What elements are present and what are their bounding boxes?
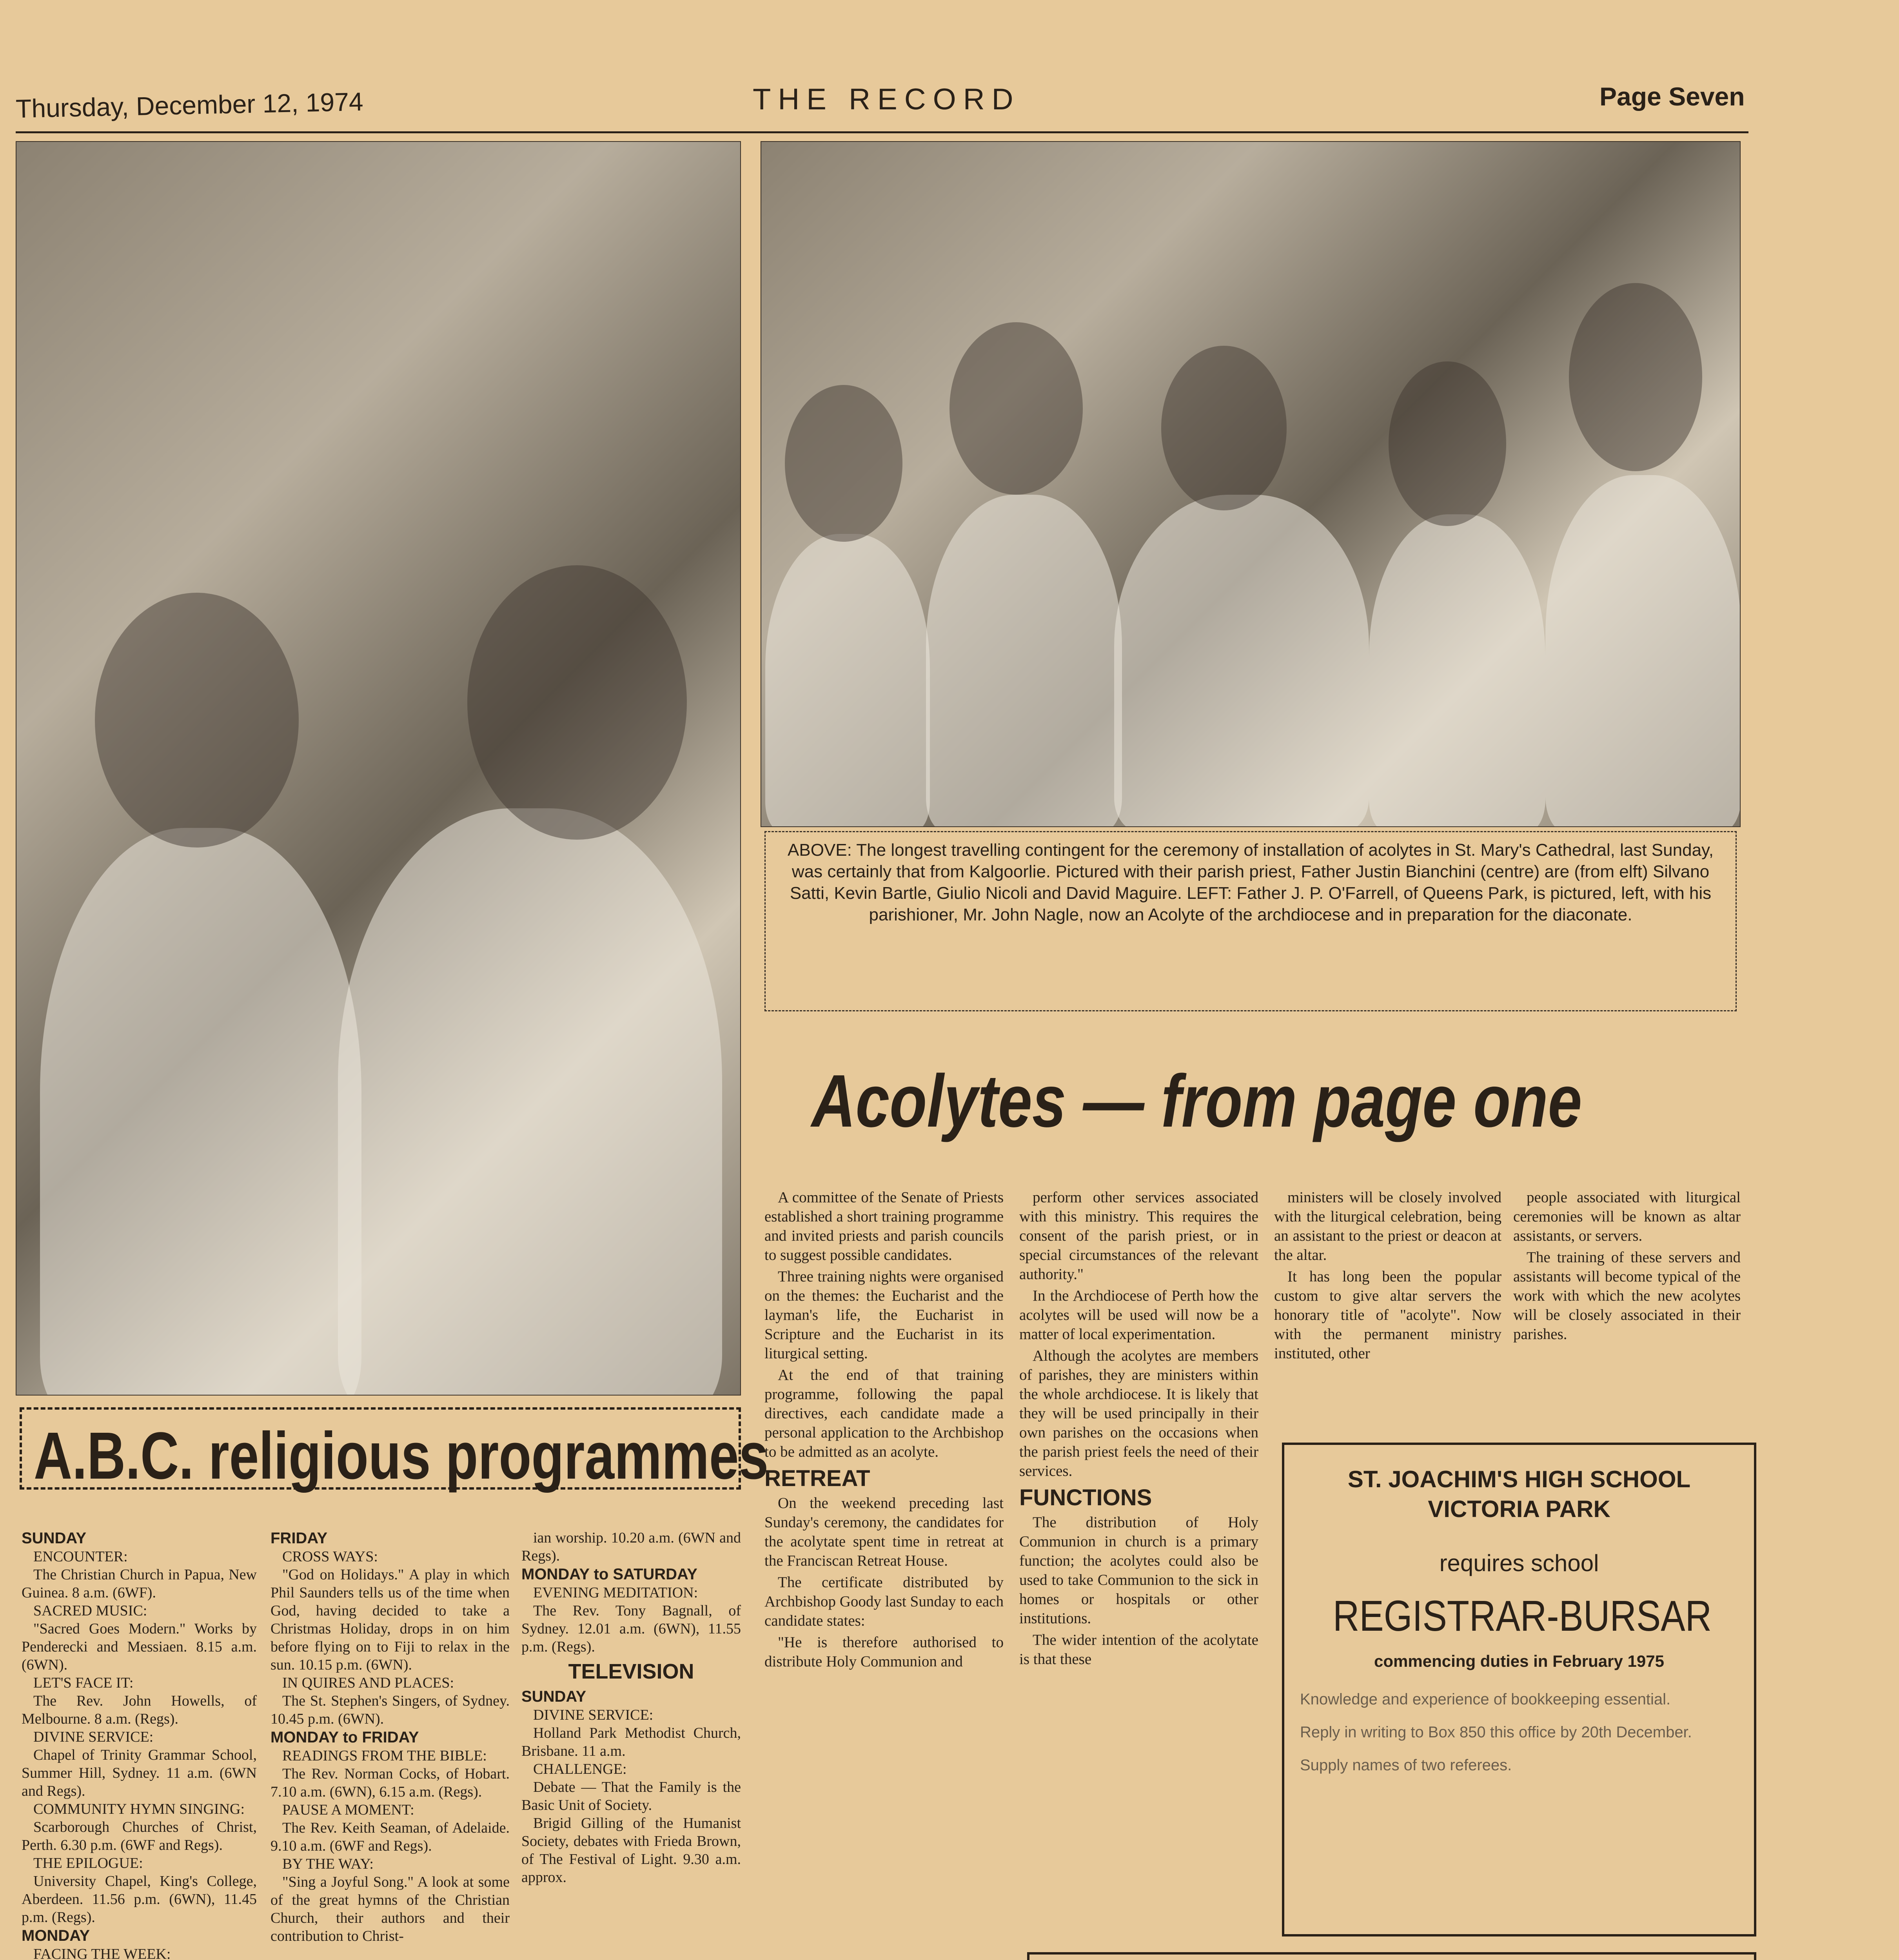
caption-text: ABOVE: The longest travelling contingent for the ceremony of installation of acolytes in St. Mary's Cathedral, last Sunday, was certainly that from Kalgoorlie. Pictured with their parish priest, Father Justin Bianchini (centre) are (from elft) Silvano Satti, Kevin Bartle, Giulio Nicoli and David Maguire. LEFT: Father J. P. O'Farrell, of Queens Park, is pictured, left, with his parishioner, Mr. John Nagle, now an Acolyte of the archdiocese and in preparation for the diaconate. bbox=[788, 840, 1714, 924]
programme-line: The Rev. Tony Bagnall, of Sydney. 12.01 a.m. (6WN), 11.55 p.m. (Regs). bbox=[521, 1602, 741, 1655]
natra-ad bbox=[1027, 1952, 1756, 1960]
programme-line: BY THE WAY: bbox=[282, 1856, 374, 1872]
paragraph: The distribution of Holy Communion in church is a primary function; the acolytes could also be used to take Communion to the sick in homes or hospitals or other institutions. bbox=[1019, 1514, 1258, 1627]
photo-face bbox=[1569, 283, 1702, 471]
programme-line: Holland Park Methodist Church, Brisbane. 11 a.m. bbox=[521, 1725, 741, 1759]
photo-top-right bbox=[761, 141, 1741, 827]
programme-line: COMMUNITY HYMN SINGING: bbox=[33, 1801, 245, 1817]
day-heading: FRIDAY bbox=[271, 1530, 328, 1547]
paragraph: Although the acolytes are members of parishes, they are ministers within the whole archdiocese. It is likely that they will be used principally in their own parishes on the occasions when the parish priest feels the need of their services. bbox=[1019, 1347, 1258, 1479]
tv-heading: TELEVISION bbox=[568, 1660, 694, 1683]
programme-line: Brigid Gilling of the Humanist Society, debates with Frieda Brown, of The Festival of Light. 9.30 a.m. approx. bbox=[521, 1815, 741, 1886]
programme-line: ENCOUNTER: bbox=[33, 1548, 128, 1565]
programme-line: "God on Holidays." A play in which Phil Saunders tells us of the time when God, having decided to take a Christmas Holiday, drops in on him before flying on to Fiji to relax in the sun. 10.15 p.m. (6WN). bbox=[271, 1566, 510, 1673]
photo-face bbox=[1161, 346, 1287, 510]
programme-line: University Chapel, King's College, Aberdeen. 11.56 p.m. (6WN), 11.45 p.m. (Regs). bbox=[22, 1873, 257, 1926]
day-heading: SUNDAY bbox=[521, 1688, 586, 1705]
retreat-heading: RETREAT bbox=[764, 1466, 870, 1491]
programme-line: THE EPILOGUE: bbox=[33, 1855, 143, 1871]
masthead bbox=[16, 78, 1748, 141]
photo-figure bbox=[1114, 495, 1369, 827]
programme-line: ian worship. 10.20 a.m. (6WN and Regs). bbox=[521, 1530, 741, 1564]
paragraph: It has long been the popular custom to give altar servers the honorary title of "acolyte". Now with the permanent ministry instituted, other bbox=[1274, 1268, 1501, 1362]
programme-line: EVENING MEDITATION: bbox=[533, 1584, 698, 1601]
school-supply: Supply names of two referees. bbox=[1300, 1757, 1512, 1774]
paragraph: In the Archdiocese of Perth how the acolytes will be used will now be a matter of local experimentation. bbox=[1019, 1287, 1258, 1343]
school-ad bbox=[1282, 1443, 1756, 1936]
day-heading: MONDAY bbox=[22, 1927, 90, 1944]
paragraph: At the end of that training programme, following the papal directives, each candidate made a personal application to the Archbishop to be admitted as an acolyte. bbox=[764, 1367, 1004, 1460]
paragraph: A committee of the Senate of Priests established a short training programme and invited priests and parish councils to suggest possible candidates. bbox=[764, 1189, 1004, 1263]
acolytes-headline bbox=[812, 1058, 1582, 1144]
acolytes-headline-text: Acolytes — from page one bbox=[812, 1060, 1582, 1143]
photo-figure bbox=[926, 495, 1122, 827]
programme-line: Debate — That the Family is the Basic Unit of Society. bbox=[521, 1779, 741, 1813]
photo-figure bbox=[1545, 475, 1741, 827]
masthead-page: Page Seven bbox=[1599, 82, 1745, 111]
programme-line: SACRED MUSIC: bbox=[33, 1602, 147, 1619]
abc-col-2 bbox=[271, 1529, 510, 1945]
acolytes-col-4 bbox=[1513, 1188, 1741, 1346]
paragraph: The training of these servers and assistants will become typical of the work with which the new acolytes will be closely associated in their parishes. bbox=[1513, 1249, 1741, 1343]
photo-figure bbox=[338, 808, 722, 1396]
programme-line: CROSS WAYS: bbox=[282, 1548, 378, 1565]
programme-line: The Rev. Norman Cocks, of Hobart. 7.10 a.m. (6WN), 6.15 a.m. (Regs). bbox=[271, 1766, 510, 1800]
school-name-2: VICTORIA PARK bbox=[1428, 1496, 1610, 1522]
abc-col-3 bbox=[521, 1529, 741, 1886]
photo-caption bbox=[764, 831, 1737, 1011]
photo-figure bbox=[1369, 514, 1545, 827]
programme-line: READINGS FROM THE BIBLE: bbox=[282, 1748, 487, 1764]
school-position: REGISTRAR-BURSAR bbox=[1333, 1592, 1712, 1640]
school-reply: Reply in writing to Box 850 this office by 20th December. bbox=[1300, 1724, 1692, 1741]
acolytes-col-2 bbox=[1019, 1188, 1258, 1671]
programme-line: DIVINE SERVICE: bbox=[33, 1729, 154, 1745]
school-name-1: ST. JOACHIM'S HIGH SCHOOL bbox=[1347, 1466, 1691, 1492]
school-commencing: commencing duties in February 1975 bbox=[1374, 1652, 1664, 1670]
programme-line: The Christian Church in Papua, New Guinea. 8 a.m. (6WF). bbox=[22, 1566, 257, 1601]
programme-line: DIVINE SERVICE: bbox=[533, 1707, 654, 1723]
programme-line: Chapel of Trinity Grammar School, Summer Hill, Sydney. 11 a.m. (6WN and Regs). bbox=[22, 1747, 257, 1799]
day-heading: MONDAY to SATURDAY bbox=[521, 1566, 697, 1583]
day-heading: MONDAY to FRIDAY bbox=[271, 1729, 419, 1746]
photo-face bbox=[1389, 361, 1506, 526]
masthead-rule bbox=[16, 131, 1748, 133]
programme-line: Scarborough Churches of Christ, Perth. 6.30 p.m. (6WF and Regs). bbox=[22, 1819, 257, 1853]
photo-face bbox=[950, 322, 1083, 495]
paragraph: Three training nights were organised on the themes: the Eucharist and the layman's life, the Eucharist in Scripture and the Eucharist in its liturgical setting. bbox=[764, 1268, 1004, 1362]
functions-heading: FUNCTIONS bbox=[1019, 1485, 1152, 1510]
programme-line: FACING THE WEEK: bbox=[33, 1946, 171, 1960]
photo-figure bbox=[40, 828, 361, 1396]
programme-line: PAUSE A MOMENT: bbox=[282, 1802, 414, 1818]
programme-line: LET'S FACE IT: bbox=[33, 1675, 134, 1691]
paragraph: On the weekend preceding last Sunday's ceremony, the candidates for the acolytate spent time in retreat at the Franciscan Retreat House. bbox=[764, 1495, 1004, 1569]
programme-line: The St. Stephen's Singers, of Sydney. 10.45 p.m. (6WN). bbox=[271, 1693, 510, 1727]
photo-face bbox=[785, 385, 902, 542]
programme-line: "Sing a Joyful Song." A look at some of the great hymns of the Christian Church, their authors and their contribution to Christ- bbox=[271, 1874, 510, 1944]
acolytes-col-3 bbox=[1274, 1188, 1501, 1365]
photo-face bbox=[95, 593, 299, 848]
programme-line: IN QUIRES AND PLACES: bbox=[282, 1675, 454, 1691]
paragraph: "He is therefore authorised to distribute Holy Communion and bbox=[764, 1634, 1004, 1670]
acolytes-col-1 bbox=[764, 1188, 1004, 1673]
programme-line: CHALLENGE: bbox=[533, 1761, 627, 1777]
paragraph: ministers will be closely involved with the liturgical celebration, being an assistant to the priest or deacon at the altar. bbox=[1274, 1189, 1501, 1263]
programme-line: The Rev. Keith Seaman, of Adelaide. 9.10 a.m. (6WF and Regs). bbox=[271, 1820, 510, 1854]
abc-col-1 bbox=[22, 1529, 257, 1960]
masthead-date: Thursday, December 12, 1974 bbox=[15, 87, 364, 123]
programme-line: The Rev. John Howells, of Melbourne. 8 a.m. (Regs). bbox=[22, 1693, 257, 1727]
photo-figure bbox=[765, 534, 930, 827]
paragraph: perform other services associated with this ministry. This requires the consent of the parish priest, or in special circumstances of the relevant authority." bbox=[1019, 1189, 1258, 1283]
paragraph: The certificate distributed by Archbishop Goody last Sunday to each candidate states: bbox=[764, 1574, 1004, 1629]
school-requires: requires school bbox=[1439, 1550, 1599, 1576]
programme-line: "Sacred Goes Modern." Works by Penderecki and Messiaen. 8.15 a.m. (6WN). bbox=[22, 1621, 257, 1673]
masthead-title: THE RECORD bbox=[753, 83, 1020, 116]
abc-headline: A.B.C. religious programmes bbox=[34, 1419, 769, 1493]
photo-left bbox=[16, 141, 741, 1396]
paragraph: people associated with liturgical ceremonies will be known as altar assistants, or servers. bbox=[1513, 1189, 1741, 1244]
abc-headline-box bbox=[20, 1407, 769, 1493]
school-knowledge: Knowledge and experience of bookkeeping essential. bbox=[1300, 1691, 1671, 1708]
photo-face bbox=[467, 565, 687, 840]
day-heading: SUNDAY bbox=[22, 1530, 87, 1547]
paragraph: The wider intention of the acolytate is that these bbox=[1019, 1632, 1258, 1668]
